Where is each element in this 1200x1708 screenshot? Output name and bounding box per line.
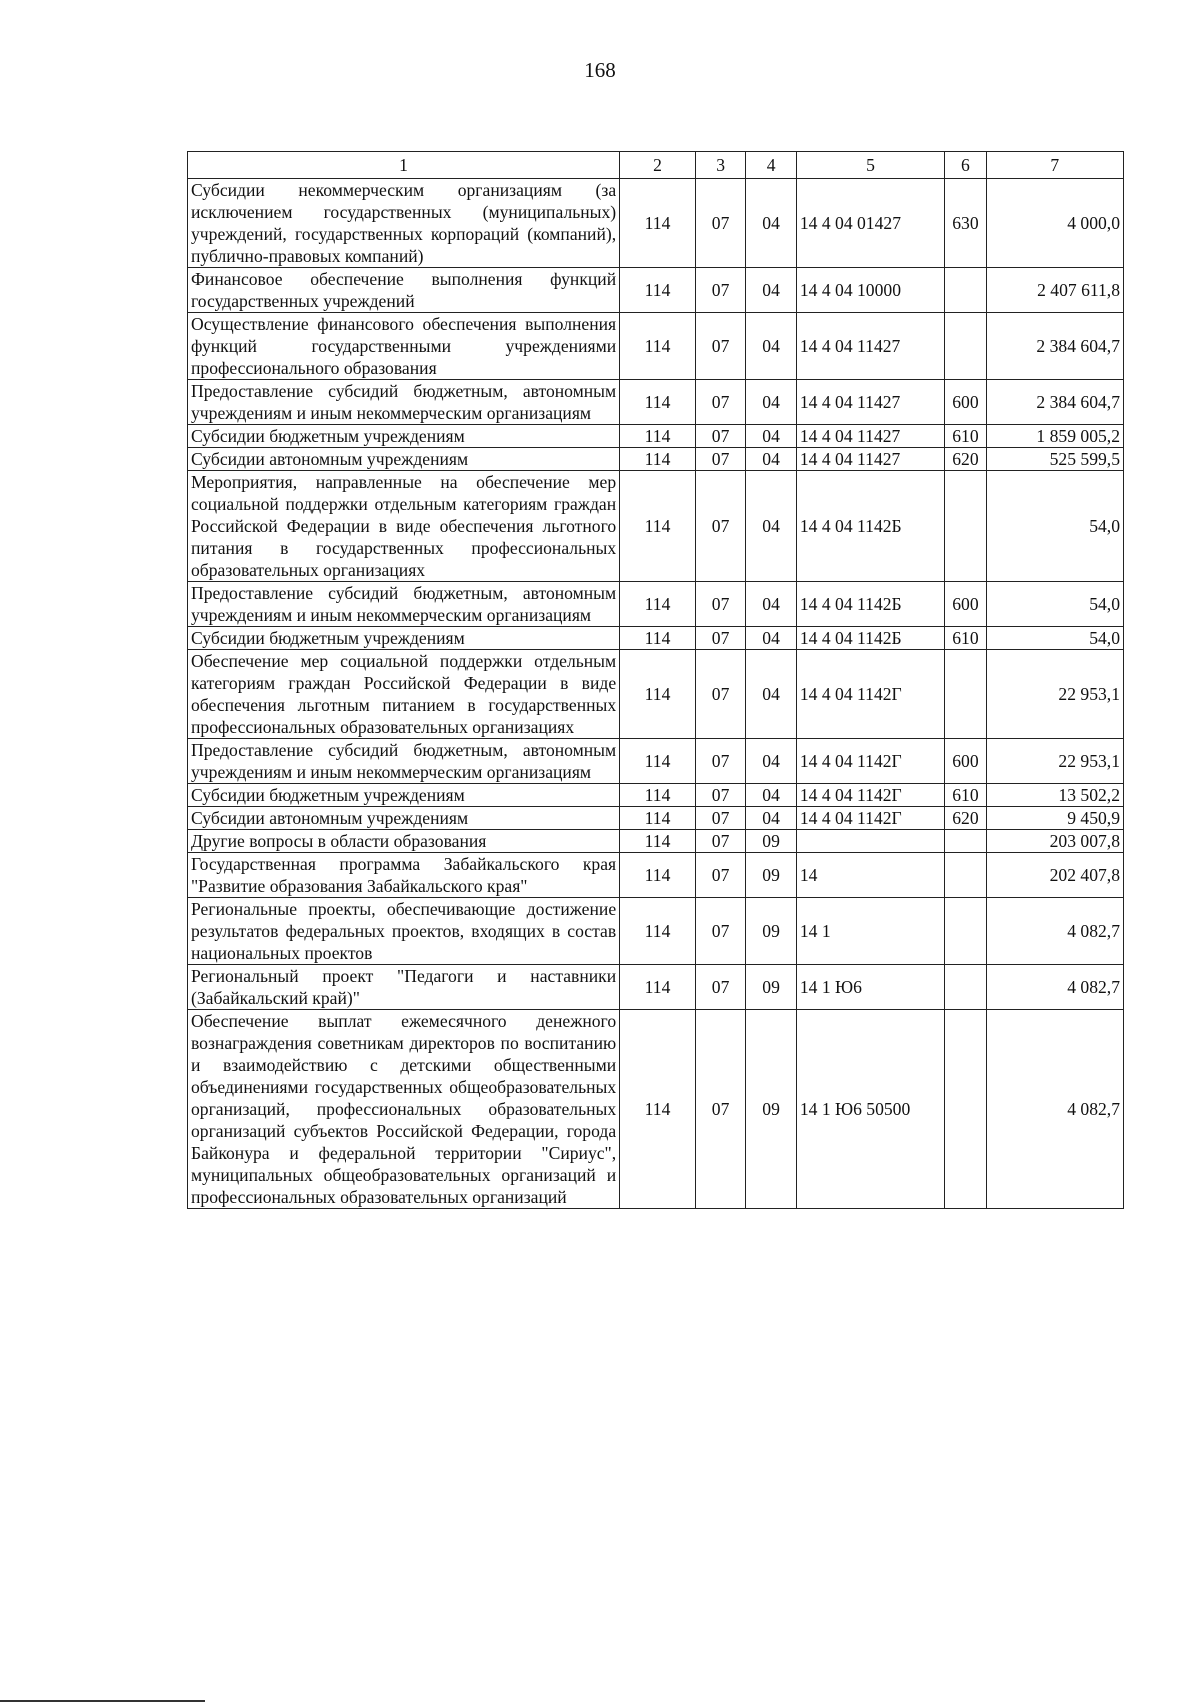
row-ministry-code: 114 xyxy=(620,898,696,965)
table-row xyxy=(188,582,1124,627)
row-target-article: 14 4 04 11427 xyxy=(796,380,944,425)
row-ministry-code: 114 xyxy=(620,471,696,582)
row-amount: 2 407 611,8 xyxy=(986,268,1123,313)
row-expense-type: 600 xyxy=(945,739,986,784)
row-expense-type xyxy=(945,965,986,1010)
table-row xyxy=(188,448,1124,471)
row-amount: 54,0 xyxy=(986,471,1123,582)
row-subsection-code: 04 xyxy=(746,313,796,380)
row-expense-type xyxy=(945,853,986,898)
column-header: 1 xyxy=(188,152,620,179)
row-subsection-code: 09 xyxy=(746,898,796,965)
table-row xyxy=(188,807,1124,830)
table-row xyxy=(188,471,1124,582)
row-target-article: 14 xyxy=(796,853,944,898)
row-subsection-code: 04 xyxy=(746,627,796,650)
row-expense-type: 610 xyxy=(945,425,986,448)
row-amount: 9 450,9 xyxy=(986,807,1123,830)
table-row xyxy=(188,739,1124,784)
row-subsection-code: 04 xyxy=(746,425,796,448)
row-description: Предоставление субсидий бюджетным, автономным учреждениям и иным некоммерческим организациям xyxy=(188,739,620,784)
row-section-code: 07 xyxy=(695,965,745,1010)
row-amount: 202 407,8 xyxy=(986,853,1123,898)
budget-table xyxy=(187,151,1124,1209)
row-ministry-code: 114 xyxy=(620,807,696,830)
row-description: Субсидии бюджетным учреждениям xyxy=(188,425,620,448)
row-amount: 4 000,0 xyxy=(986,179,1123,268)
row-subsection-code: 09 xyxy=(746,1010,796,1209)
row-target-article: 14 4 04 1142Б xyxy=(796,471,944,582)
row-expense-type xyxy=(945,1010,986,1209)
row-target-article: 14 4 04 01427 xyxy=(796,179,944,268)
row-target-article xyxy=(796,830,944,853)
row-target-article: 14 4 04 1142Б xyxy=(796,627,944,650)
row-amount: 2 384 604,7 xyxy=(986,380,1123,425)
row-expense-type xyxy=(945,313,986,380)
row-expense-type xyxy=(945,898,986,965)
table-row xyxy=(188,853,1124,898)
row-target-article: 14 1 Ю6 xyxy=(796,965,944,1010)
row-description: Государственная программа Забайкальского края "Развитие образования Забайкальского края" xyxy=(188,853,620,898)
row-description: Предоставление субсидий бюджетным, автономным учреждениям и иным некоммерческим организациям xyxy=(188,380,620,425)
row-target-article: 14 4 04 10000 xyxy=(796,268,944,313)
row-subsection-code: 04 xyxy=(746,650,796,739)
row-ministry-code: 114 xyxy=(620,965,696,1010)
row-description: Другие вопросы в области образования xyxy=(188,830,620,853)
row-ministry-code: 114 xyxy=(620,179,696,268)
table-row xyxy=(188,313,1124,380)
row-amount: 1 859 005,2 xyxy=(986,425,1123,448)
row-subsection-code: 09 xyxy=(746,830,796,853)
row-description: Обеспечение выплат ежемесячного денежного вознаграждения советникам директоров по воспитанию и взаимодействию с детскими общественными объединениями государственных общеобразовательных организаций, профессиональных образовательных организаций субъектов Российской Федерации, города Байконура и федеральной территории "Сириус", муниципальных общеобразовательных организаций и профессиональных образовательных организаций xyxy=(188,1010,620,1209)
row-section-code: 07 xyxy=(695,807,745,830)
row-section-code: 07 xyxy=(695,179,745,268)
row-ministry-code: 114 xyxy=(620,830,696,853)
row-description: Субсидии автономным учреждениям xyxy=(188,448,620,471)
row-target-article: 14 1 xyxy=(796,898,944,965)
column-header: 3 xyxy=(695,152,745,179)
table-row xyxy=(188,627,1124,650)
row-expense-type: 600 xyxy=(945,582,986,627)
row-target-article: 14 4 04 11427 xyxy=(796,313,944,380)
row-expense-type: 600 xyxy=(945,380,986,425)
row-description: Региональный проект "Педагоги и наставники (Забайкальский край)" xyxy=(188,965,620,1010)
row-section-code: 07 xyxy=(695,784,745,807)
row-amount: 4 082,7 xyxy=(986,965,1123,1010)
row-description: Предоставление субсидий бюджетным, автономным учреждениям и иным некоммерческим организациям xyxy=(188,582,620,627)
row-description: Обеспечение мер социальной поддержки отдельным категориям граждан Российской Федерации в виде обеспечения льготным питанием в государственных профессиональных образовательных организациях xyxy=(188,650,620,739)
row-section-code: 07 xyxy=(695,830,745,853)
column-header: 2 xyxy=(620,152,696,179)
row-expense-type xyxy=(945,268,986,313)
row-ministry-code: 114 xyxy=(620,853,696,898)
footer-rule xyxy=(0,1700,205,1702)
row-target-article: 14 4 04 11427 xyxy=(796,448,944,471)
table-row xyxy=(188,380,1124,425)
row-subsection-code: 04 xyxy=(746,448,796,471)
table-row xyxy=(188,830,1124,853)
row-amount: 4 082,7 xyxy=(986,898,1123,965)
row-target-article: 14 4 04 1142Г xyxy=(796,739,944,784)
table-row xyxy=(188,268,1124,313)
row-ministry-code: 114 xyxy=(620,739,696,784)
row-section-code: 07 xyxy=(695,627,745,650)
row-expense-type: 610 xyxy=(945,784,986,807)
row-ministry-code: 114 xyxy=(620,582,696,627)
row-amount: 54,0 xyxy=(986,582,1123,627)
table-row xyxy=(188,425,1124,448)
row-target-article: 14 1 Ю6 50500 xyxy=(796,1010,944,1209)
table-row xyxy=(188,1010,1124,1209)
row-subsection-code: 04 xyxy=(746,582,796,627)
row-section-code: 07 xyxy=(695,853,745,898)
row-section-code: 07 xyxy=(695,268,745,313)
row-ministry-code: 114 xyxy=(620,784,696,807)
row-subsection-code: 04 xyxy=(746,380,796,425)
row-ministry-code: 114 xyxy=(620,650,696,739)
row-expense-type: 630 xyxy=(945,179,986,268)
row-subsection-code: 04 xyxy=(746,268,796,313)
row-ministry-code: 114 xyxy=(620,425,696,448)
row-ministry-code: 114 xyxy=(620,1010,696,1209)
row-amount: 22 953,1 xyxy=(986,650,1123,739)
column-header: 5 xyxy=(796,152,944,179)
row-amount: 13 502,2 xyxy=(986,784,1123,807)
row-amount: 203 007,8 xyxy=(986,830,1123,853)
table-row xyxy=(188,650,1124,739)
row-description: Субсидии бюджетным учреждениям xyxy=(188,627,620,650)
row-target-article: 14 4 04 1142Г xyxy=(796,784,944,807)
table-row xyxy=(188,784,1124,807)
row-expense-type: 620 xyxy=(945,807,986,830)
row-subsection-code: 09 xyxy=(746,965,796,1010)
row-expense-type xyxy=(945,471,986,582)
row-expense-type xyxy=(945,830,986,853)
row-description: Субсидии некоммерческим организациям (за исключением государственных (муниципальных) учреждений, государственных корпораций (компаний), публично-правовых компаний) xyxy=(188,179,620,268)
header-row xyxy=(188,152,1124,179)
row-description: Осуществление финансового обеспечения выполнения функций государственными учреждениями профессионального образования xyxy=(188,313,620,380)
row-target-article: 14 4 04 11427 xyxy=(796,425,944,448)
row-section-code: 07 xyxy=(695,582,745,627)
row-subsection-code: 04 xyxy=(746,739,796,784)
row-target-article: 14 4 04 1142Г xyxy=(796,807,944,830)
row-section-code: 07 xyxy=(695,898,745,965)
table-row xyxy=(188,965,1124,1010)
column-header: 6 xyxy=(945,152,986,179)
page-number: 168 xyxy=(584,58,616,82)
row-amount: 2 384 604,7 xyxy=(986,313,1123,380)
row-target-article: 14 4 04 1142Б xyxy=(796,582,944,627)
row-subsection-code: 04 xyxy=(746,179,796,268)
row-ministry-code: 114 xyxy=(620,380,696,425)
row-expense-type: 610 xyxy=(945,627,986,650)
row-section-code: 07 xyxy=(695,425,745,448)
row-description: Региональные проекты, обеспечивающие достижение результатов федеральных проектов, входящих в состав национальных проектов xyxy=(188,898,620,965)
row-section-code: 07 xyxy=(695,650,745,739)
row-amount: 4 082,7 xyxy=(986,1010,1123,1209)
row-expense-type xyxy=(945,650,986,739)
row-description: Субсидии автономным учреждениям xyxy=(188,807,620,830)
row-section-code: 07 xyxy=(695,1010,745,1209)
row-section-code: 07 xyxy=(695,313,745,380)
row-subsection-code: 04 xyxy=(746,807,796,830)
row-subsection-code: 04 xyxy=(746,784,796,807)
row-subsection-code: 09 xyxy=(746,853,796,898)
row-target-article: 14 4 04 1142Г xyxy=(796,650,944,739)
row-section-code: 07 xyxy=(695,471,745,582)
row-ministry-code: 114 xyxy=(620,268,696,313)
row-section-code: 07 xyxy=(695,380,745,425)
row-description: Мероприятия, направленные на обеспечение мер социальной поддержки отдельным категориям граждан Российской Федерации в виде обеспечения льготного питания в государственных профессиональных образовательных организациях xyxy=(188,471,620,582)
row-description: Финансовое обеспечение выполнения функций государственных учреждений xyxy=(188,268,620,313)
row-expense-type: 620 xyxy=(945,448,986,471)
row-ministry-code: 114 xyxy=(620,627,696,650)
row-section-code: 07 xyxy=(695,739,745,784)
row-ministry-code: 114 xyxy=(620,313,696,380)
row-ministry-code: 114 xyxy=(620,448,696,471)
column-header: 7 xyxy=(986,152,1123,179)
row-subsection-code: 04 xyxy=(746,471,796,582)
row-amount: 22 953,1 xyxy=(986,739,1123,784)
row-amount: 525 599,5 xyxy=(986,448,1123,471)
column-header: 4 xyxy=(746,152,796,179)
table-row xyxy=(188,898,1124,965)
row-section-code: 07 xyxy=(695,448,745,471)
row-description: Субсидии бюджетным учреждениям xyxy=(188,784,620,807)
row-amount: 54,0 xyxy=(986,627,1123,650)
table-row xyxy=(188,179,1124,268)
